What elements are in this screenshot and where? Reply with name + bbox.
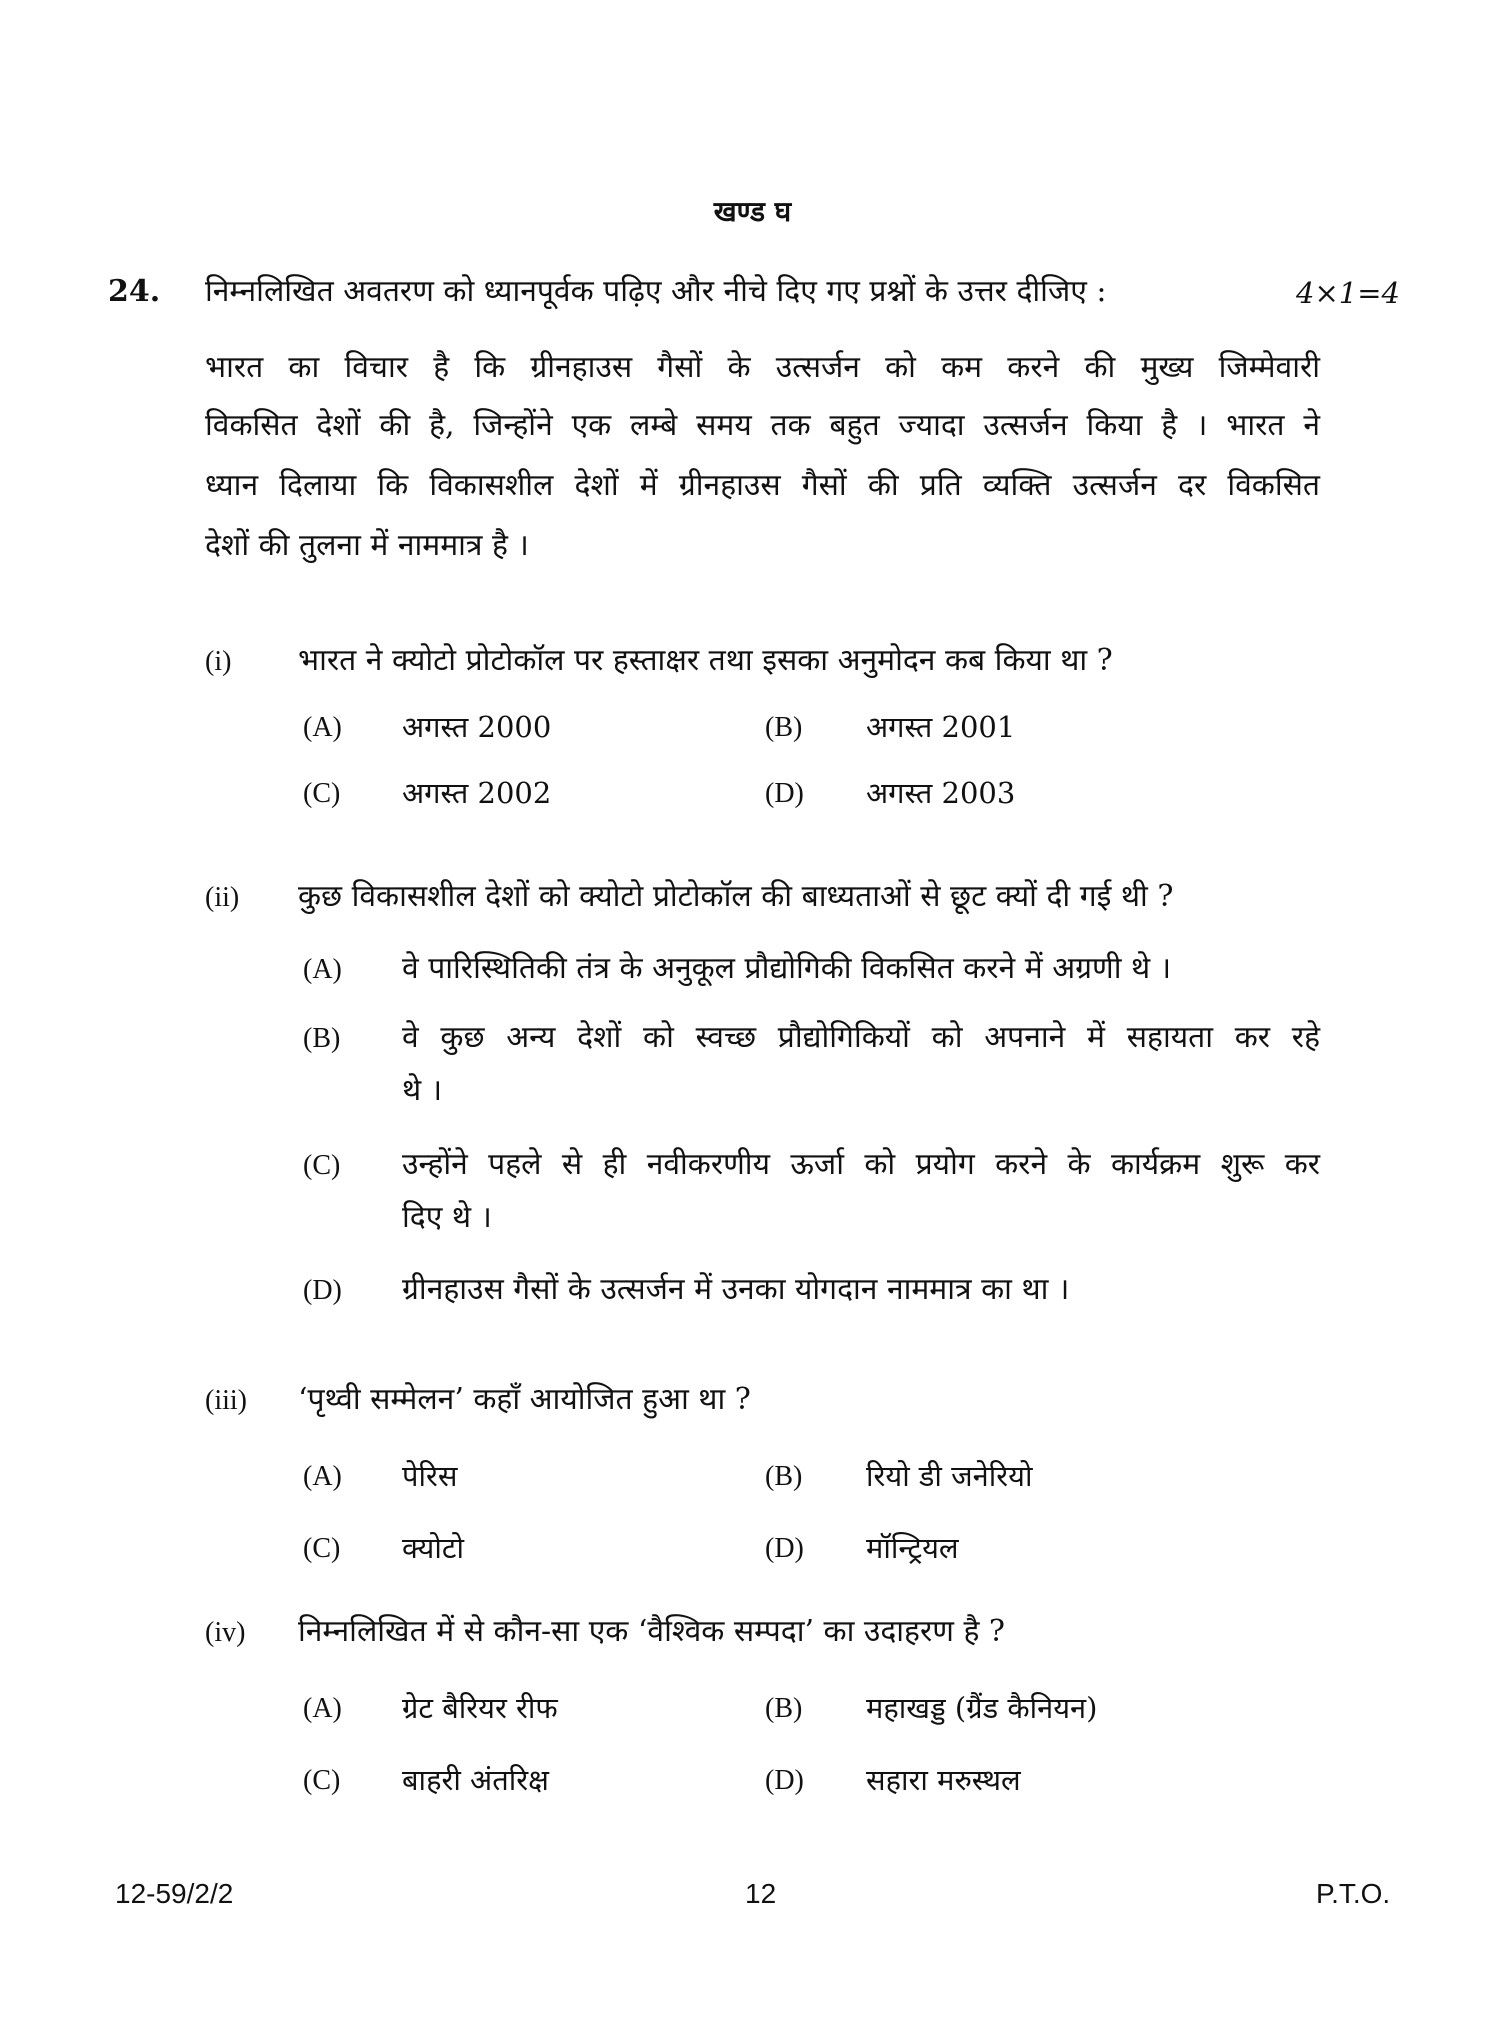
option-label: (A) [303,1461,342,1492]
sub-question-text: निम्नलिखित में से कौन-सा एक ‘वैश्विक सम्पदा’ का उदाहरण है ? [298,1614,1005,1649]
option-text: वे कुछ अन्य देशों को स्वच्छ प्रौद्योगिकियों को अपनाने में सहायता कर रहे [402,1020,1320,1055]
sub-question-label: (i) [205,646,232,677]
option-label: (B) [765,1693,803,1724]
question-marks: 4×1=4 [1296,276,1400,310]
option-text: वे पारिस्थितिकी तंत्र के अनुकूल प्रौद्योगिकी विकसित करने में अग्रणी थे । [402,951,1172,986]
option-label: (A) [303,1693,342,1724]
sub-question-text: ‘पृथ्वी सम्मेलन’ कहाँ आयोजित हुआ था ? [298,1382,751,1417]
option-label: (B) [765,712,803,743]
option-label: (C) [303,778,341,809]
sub-question-text: भारत ने क्योटो प्रोटोकॉल पर हस्ताक्षर तथा इसका अनुमोदन कब किया था ? [298,643,1113,678]
passage-line: ध्यान दिलाया कि विकासशील देशों में ग्रीनहाउस गैसों की प्रति व्यक्ति उत्सर्जन दर विकसित [205,468,1320,503]
option-label: (D) [303,1275,342,1306]
sub-question-label: (iv) [205,1617,246,1648]
passage-line: देशों की तुलना में नाममात्र है । [205,528,529,563]
passage-line: विकसित देशों की है, जिन्होंने एक लम्बे समय तक बहुत ज्यादा उत्सर्जन किया है । भारत ने [205,408,1320,443]
option-text-continued: दिए थे । [402,1200,492,1235]
option-text: रियो डी जनेरियो [866,1459,1033,1493]
passage-line: भारत का विचार है कि ग्रीनहाउस गैसों के उत्सर्जन को कम करने की मुख्य जिम्मेवारी [205,350,1320,385]
option-text: महाखड्ड (ग्रैंड कैनियन) [866,1691,1098,1725]
option-label: (D) [765,778,804,809]
page-number: 12 [745,1878,777,1909]
question-instruction: निम्नलिखित अवतरण को ध्यानपूर्वक पढ़िए और नीचे दिए गए प्रश्नों के उत्तर दीजिए : [205,274,1107,309]
option-text-continued: थे । [402,1073,443,1108]
option-text: पेरिस [402,1459,458,1493]
option-label: (D) [765,1765,804,1796]
option-text: अगस्त 2002 [402,776,552,810]
option-text: ग्रेट बैरियर रीफ [402,1691,558,1725]
sub-question-text: कुछ विकासशील देशों को क्योटो प्रोटोकॉल की बाध्यताओं से छूट क्यों दी गई थी ? [298,879,1174,914]
option-text: बाहरी अंतरिक्ष [402,1763,549,1797]
question-number: 24. [108,274,161,309]
option-text: अगस्त 2000 [402,710,552,744]
option-text: उन्होंने पहले से ही नवीकरणीय ऊर्जा को प्रयोग करने के कार्यक्रम शुरू कर [402,1147,1320,1182]
option-label: (A) [303,712,342,743]
option-label: (B) [303,1023,341,1054]
sub-question-label: (iii) [205,1385,247,1416]
option-label: (D) [765,1533,804,1564]
option-label: (C) [303,1765,341,1796]
pto-label: P.T.O. [1316,1878,1391,1909]
option-label: (B) [765,1461,803,1492]
option-text: अगस्त 2001 [866,710,1016,744]
option-label: (A) [303,954,342,985]
option-label: (C) [303,1150,341,1181]
section-heading: खण्ड घ [713,195,792,228]
option-text: सहारा मरुस्थल [866,1763,1021,1797]
sub-question-label: (ii) [205,882,240,913]
option-text: अगस्त 2003 [866,776,1016,810]
paper-code: 12-59/2/2 [115,1878,234,1909]
option-text: ग्रीनहाउस गैसों के उत्सर्जन में उनका योगदान नाममात्र का था । [402,1272,1070,1307]
option-text: क्योटो [402,1531,464,1565]
option-label: (C) [303,1533,341,1564]
option-text: मॉन्ट्रियल [866,1531,959,1565]
